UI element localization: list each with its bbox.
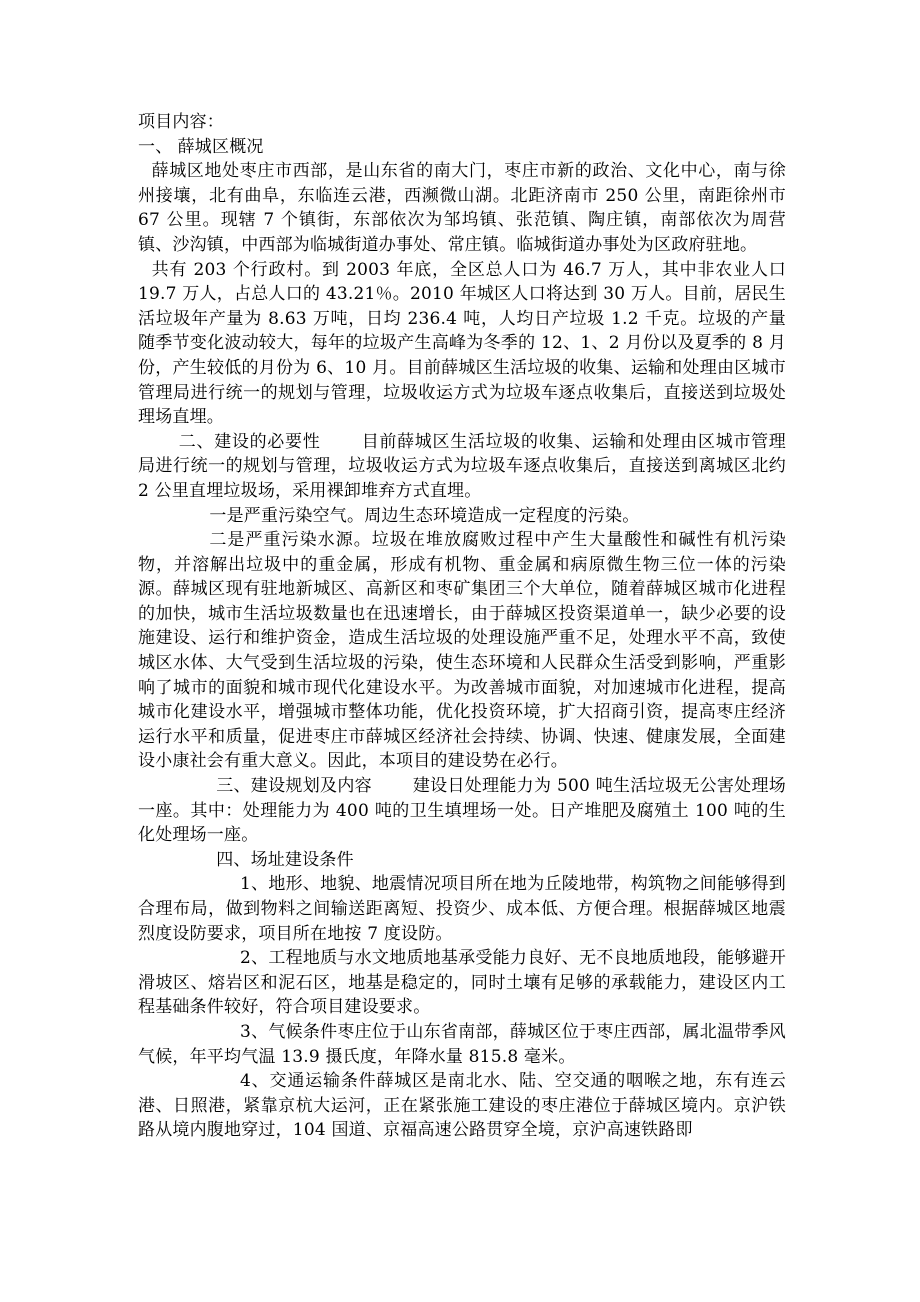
section-3-body: 建设日处理能力为 500 吨生活垃圾无公害处理场一座。其中：处理能力为 400 吨的卫生填埋场一处。日产堆肥及腐殖土 100 吨的生化处理场一座。	[138, 776, 786, 846]
section-2-point-1: 一是严重污染空气。周边生态环境造成一定程度的污染。	[209, 505, 640, 526]
document-body	[138, 110, 786, 1143]
section-4-title: 四、场址建设条件	[216, 849, 354, 870]
document-heading: 项目内容：	[138, 112, 224, 132]
section-2-point-2: 二是严重污染水源。垃圾在堆放腐败过程中产生大量酸性和碱性有机污染物，并溶解出垃圾中的重金属，形成有机物、重金属和病原微生物三位一体的污染源。薛城区现有驻地新城区、高新区和枣矿集团三个大单位，随着薛城区城市化进程的加快，城市生活垃圾数量也在迅速增长，由于薛城区投资渠道单一，缺少必要的设施建设、运行和维护资金，造成生活垃圾的处理设施严重不足，处理水平不高，致使城区水体、大气受到生活垃圾的污染，使生态环境和人民群众生活受到影响，严重影响了城市的面貌和城市现代化建设水平。为改善城市面貌，对加速城市化进程，提高城市化建设水平，增强城市整体功能，优化投资环境，扩大招商引资，提高枣庄经济运行水平和质量，促进枣庄市薛城区经济社会持续、协调、快速、健康发展，全面建设小康社会有重大意义。因此，本项目的建设势在必行。	[138, 530, 786, 772]
section-2-intro: 目前薛城区生活垃圾的收集、运输和处理由区城市管理局进行统一的规划与管理，垃圾收运方式为垃圾车逐点收集后，直接送到离城区北约 2 公里直埋垃圾场，采用裸卸堆弃方式直埋。	[138, 431, 786, 501]
section-3-title: 三、建设规划及内容	[216, 776, 372, 797]
section-4-item-2: 2、工程地质与水文地质地基承受能力良好、无不良地质地段，能够避开滑坡区、熔岩区和泥石区，地基是稳定的，同时土壤有足够的承载能力，建设区内工程基础条件较好，符合项目建设要求。	[138, 948, 786, 1018]
section-4-item-1: 1、地形、地貌、地震情况项目所在地为丘陵地带，构筑物之间能够得到合理布局，做到物料之间输送距离短、投资少、成本低、方便合理。根据薛城区地震烈度设防要求，项目所在地按 7 度设防。	[138, 874, 786, 944]
section-4-item-4: 4、交通运输条件薛城区是南北水、陆、空交通的咽喉之地，东有连云港、日照港，紧靠京杭大运河，正在紧张施工建设的枣庄港位于薛城区境内。京沪铁路从境内腹地穿过，104 国道、京福高速公路贯穿全境，京沪高速铁路即	[138, 1071, 786, 1141]
section-1-title: 薛城区概况	[177, 136, 264, 157]
section-4-item-3: 3、气候条件枣庄位于山东省南部，薛城区位于枣庄西部，属北温带季风气候，年平均气温 13.9 摄氏度，年降水量 815.8 毫米。	[138, 1021, 786, 1067]
section-3-paragraph	[138, 774, 786, 848]
section-1-paragraph-2: 共有 203 个行政村。到 2003 年底，全区总人口为 46.7 万人，其中非农业人口 19.7 万人，占总人口的 43.21％。2010 年城区人口将达到 30 万人。目前，居民生活垃圾年产量为 8.63 万吨，日均 236.4 吨，人均日产垃圾 1.2 千克。垃圾的产量随季节变化波动较大，每年的垃圾产生高峰为冬季的 12、1、2 月份以及夏季的 8 月份，产生较低的月份为 6、10 月。目前薛城区生活垃圾的收集、运输和处理由区城市管理局进行统一的规划与管理，垃圾收运方式为垃圾车逐点收集后，直接送到垃圾处理场直埋。	[138, 259, 786, 428]
section-1-heading	[138, 135, 786, 160]
section-1-paragraph-1: 薛城区地处枣庄市西部，是山东省的南大门，枣庄市新的政治、文化中心，南与徐州接壤，北有曲阜，东临连云港，西濒微山湖。北距济南市 250 公里，南距徐州市 67 公里。现辖 7 个镇街，东部依次为邹坞镇、张范镇、陶庄镇，南部依次为周营镇、沙沟镇，中西部为临城街道办事处、常庄镇。临城街道办事处为区政府驻地。	[138, 161, 786, 255]
section-2-paragraph	[138, 430, 786, 504]
section-2-title: 二、建设的必要性	[178, 431, 321, 452]
section-1-number: 一、	[138, 136, 173, 157]
